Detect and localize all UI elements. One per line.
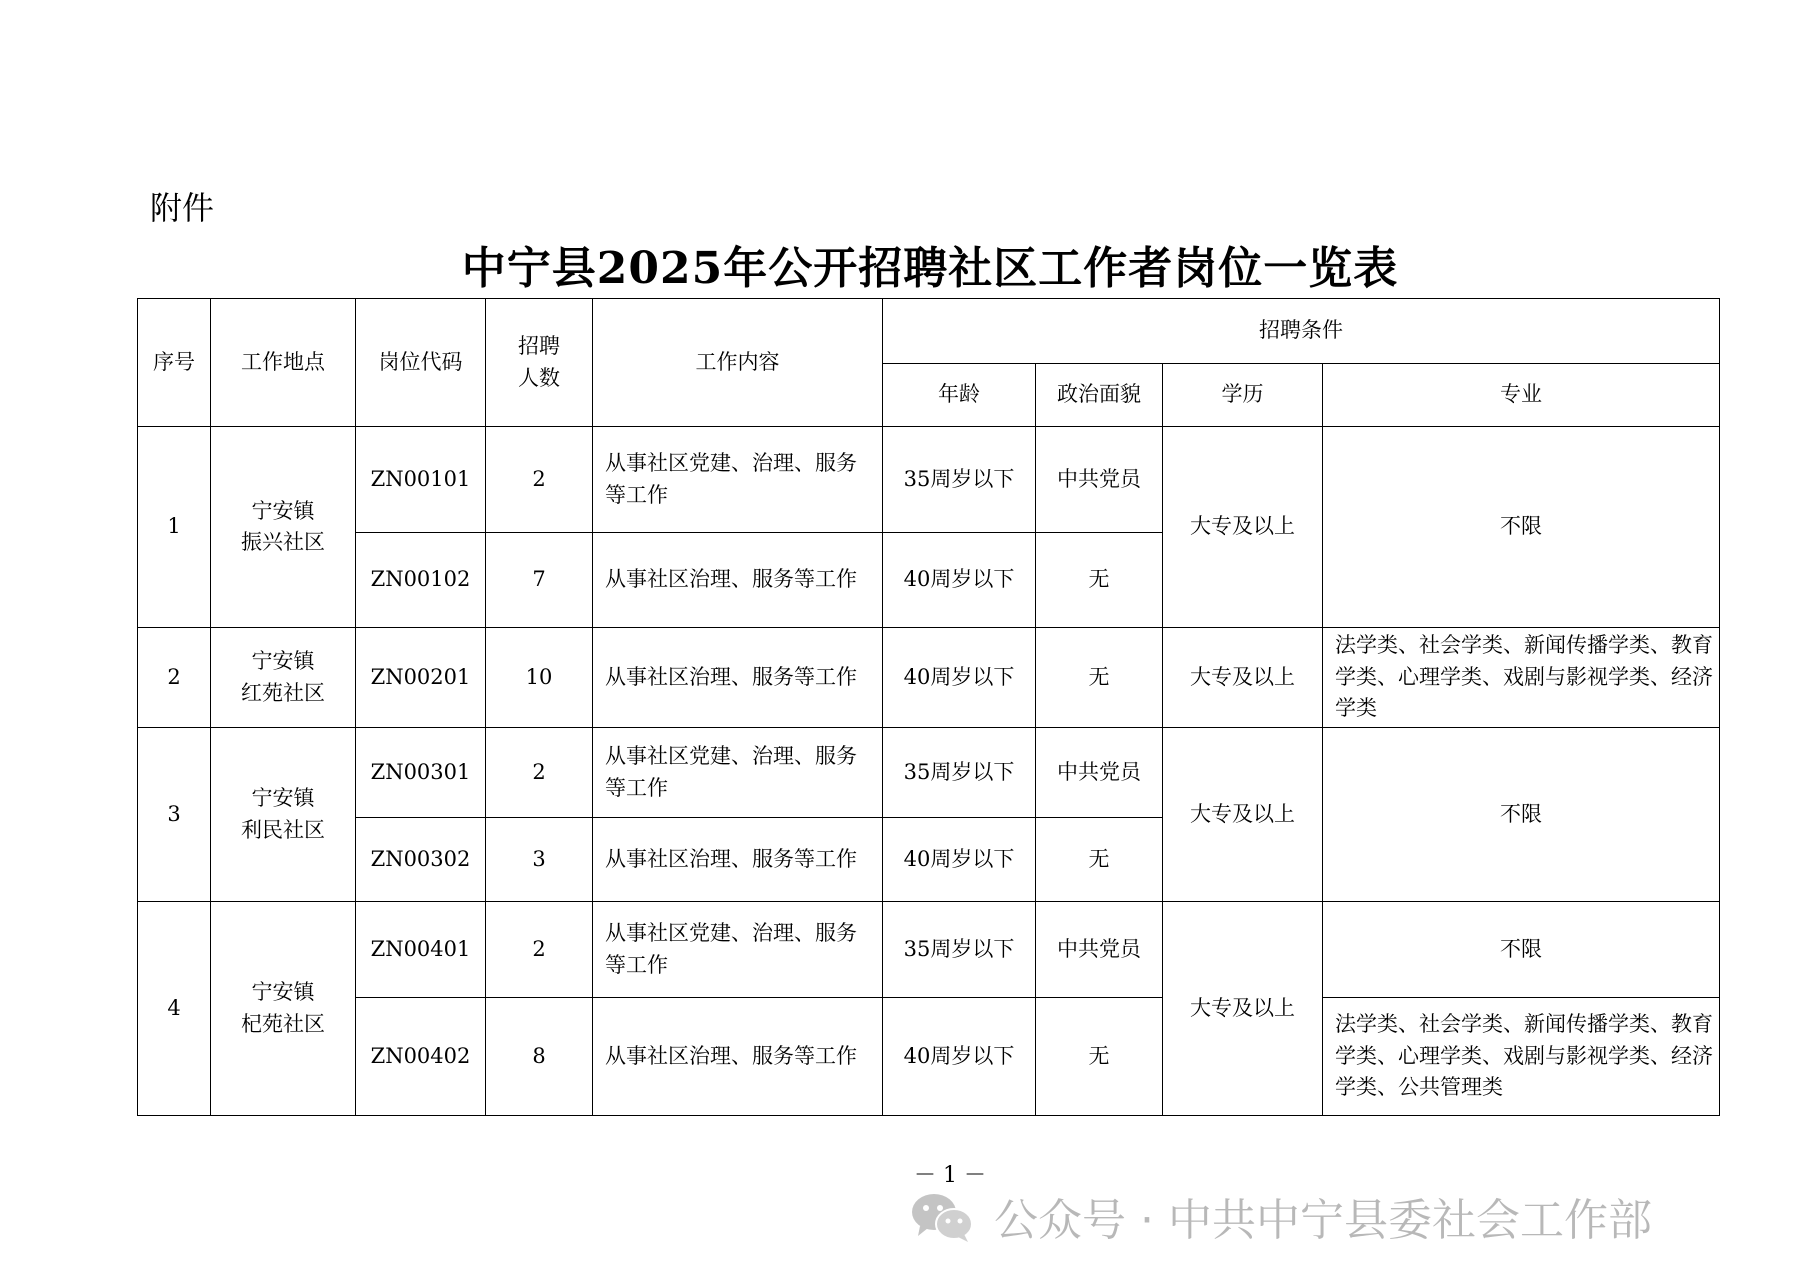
table-row (138, 902, 1720, 998)
cell-content: 从事社区治理、服务等工作 (593, 533, 883, 628)
cell-count: 2 (486, 427, 593, 533)
cell-political: 中共党员 (1036, 902, 1163, 998)
cell-seq: 2 (138, 628, 211, 728)
cell-content: 从事社区治理、服务等工作 (593, 998, 883, 1116)
header-education: 学历 (1163, 364, 1323, 427)
cell-location: 宁安镇 振兴社区 (211, 427, 356, 628)
cell-political: 无 (1036, 998, 1163, 1116)
cell-count: 2 (486, 728, 593, 818)
cell-count: 2 (486, 902, 593, 998)
cell-major: 不限 (1323, 427, 1720, 628)
cell-content: 从事社区党建、治理、服务等工作 (593, 902, 883, 998)
header-major: 专业 (1323, 364, 1720, 427)
cell-education: 大专及以上 (1163, 628, 1323, 728)
page-title: 中宁县2025年公开招聘社区工作者岗位一览表 (461, 243, 1399, 294)
header-row-1 (138, 299, 1720, 364)
cell-major: 不限 (1323, 902, 1720, 998)
cell-code: ZN00102 (356, 533, 486, 628)
cell-content: 从事社区党建、治理、服务等工作 (593, 427, 883, 533)
table-row (138, 998, 1720, 1116)
cell-education: 大专及以上 (1163, 902, 1323, 1116)
cell-age: 40周岁以下 (883, 998, 1036, 1116)
header-code: 岗位代码 (356, 299, 486, 427)
cell-count: 7 (486, 533, 593, 628)
cell-age: 40周岁以下 (883, 533, 1036, 628)
cell-code: ZN00201 (356, 628, 486, 728)
cell-major: 法学类、社会学类、新闻传播学类、教育学类、心理学类、戏剧与影视学类、经济学类、公共管理类 (1323, 998, 1720, 1116)
header-conditions: 招聘条件 (883, 299, 1720, 364)
wechat-icon (908, 1190, 974, 1242)
cell-count: 8 (486, 998, 593, 1116)
header-location: 工作地点 (211, 299, 356, 427)
cell-age: 35周岁以下 (883, 902, 1036, 998)
recruitment-table (137, 298, 1720, 1116)
watermark (908, 1186, 1652, 1246)
cell-political: 无 (1036, 628, 1163, 728)
cell-age: 35周岁以下 (883, 728, 1036, 818)
cell-code: ZN00301 (356, 728, 486, 818)
cell-age: 35周岁以下 (883, 427, 1036, 533)
cell-location: 宁安镇 杞苑社区 (211, 902, 356, 1116)
cell-education: 大专及以上 (1163, 427, 1323, 628)
cell-content: 从事社区治理、服务等工作 (593, 628, 883, 728)
watermark-text: 公众号 · 中共中宁县委社会工作部 (994, 1195, 1652, 1246)
cell-content: 从事社区党建、治理、服务等工作 (593, 728, 883, 818)
cell-code: ZN00302 (356, 818, 486, 902)
page-number: － 1 － (914, 1163, 986, 1188)
header-age: 年龄 (883, 364, 1036, 427)
cell-seq: 3 (138, 728, 211, 902)
cell-age: 40周岁以下 (883, 818, 1036, 902)
cell-code: ZN00402 (356, 998, 486, 1116)
table-row (138, 628, 1720, 728)
cell-count: 3 (486, 818, 593, 902)
cell-code: ZN00101 (356, 427, 486, 533)
table-row (138, 427, 1720, 533)
cell-political: 中共党员 (1036, 728, 1163, 818)
cell-education: 大专及以上 (1163, 728, 1323, 902)
header-content: 工作内容 (593, 299, 883, 427)
header-seq: 序号 (138, 299, 211, 427)
cell-count: 10 (486, 628, 593, 728)
cell-code: ZN00401 (356, 902, 486, 998)
header-political: 政治面貌 (1036, 364, 1163, 427)
cell-political: 无 (1036, 818, 1163, 902)
cell-location: 宁安镇 利民社区 (211, 728, 356, 902)
cell-major: 法学类、社会学类、新闻传播学类、教育学类、心理学类、戏剧与影视学类、经济学类 (1323, 628, 1720, 728)
cell-seq: 1 (138, 427, 211, 628)
cell-political: 中共党员 (1036, 427, 1163, 533)
attachment-label: 附件 (150, 189, 215, 227)
cell-political: 无 (1036, 533, 1163, 628)
cell-seq: 4 (138, 902, 211, 1116)
cell-location: 宁安镇 红苑社区 (211, 628, 356, 728)
cell-age: 40周岁以下 (883, 628, 1036, 728)
cell-content: 从事社区治理、服务等工作 (593, 818, 883, 902)
table-row (138, 728, 1720, 818)
header-count: 招聘 人数 (486, 299, 593, 427)
cell-major: 不限 (1323, 728, 1720, 902)
